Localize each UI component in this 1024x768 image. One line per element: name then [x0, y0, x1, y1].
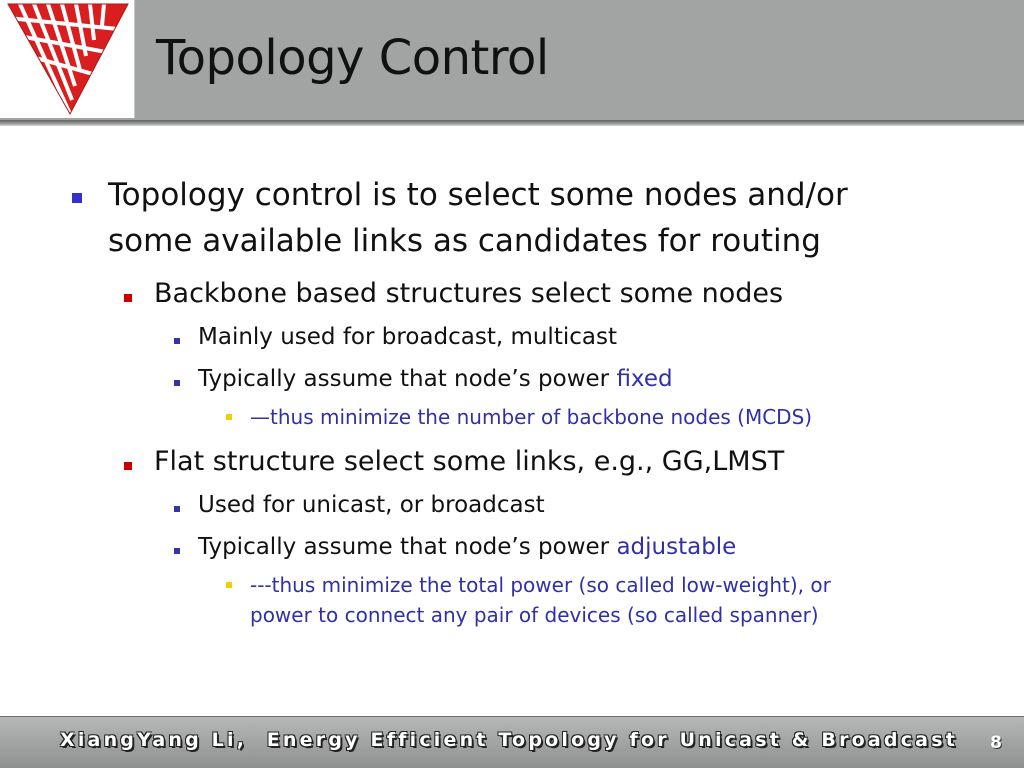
highlighted-text: adjustable: [616, 534, 737, 560]
bullet-level3-icon: [174, 380, 180, 386]
bullet-item-level1: [108, 172, 848, 218]
highlighted-text: fixed: [616, 366, 673, 392]
bullet-level3-icon: [174, 548, 180, 554]
bullet-text: Topology control is to select some nodes and/or: [108, 177, 848, 213]
bullet-item-level2: [154, 444, 784, 480]
bullet-text: Backbone based structures select some nodes: [154, 278, 784, 309]
bullet-item-level4: [250, 570, 831, 600]
bullet-level1-icon: [72, 193, 82, 203]
bullet-text: power to connect any pair of devices (so called spanner): [250, 603, 819, 627]
bullet-text: Typically assume that node’s power: [198, 366, 617, 392]
bullet-text: Mainly used for broadcast, multicast: [198, 324, 617, 350]
bullet-item-level3: [198, 490, 545, 520]
bullet-text: ---thus minimize the total power (so called low-weight), or: [250, 573, 831, 597]
bullet-level4-icon: [226, 582, 232, 588]
page-number: 8: [990, 733, 1002, 753]
bullet-level3-icon: [174, 506, 180, 512]
slide-title: Topology Control: [156, 30, 549, 86]
bullet-item-level4-continuation: [250, 600, 819, 630]
bullet-text: Flat structure select some links, e.g., GG,LMST: [154, 446, 785, 477]
bullet-text: some available links as candidates for routing: [108, 223, 821, 259]
bullet-item-level3: [198, 532, 736, 562]
bullet-item-level3: [198, 364, 673, 394]
footer-text: XiangYang Li, Energy Efficient Topology for Unicast & Broadcast: [60, 729, 958, 751]
bullet-item-level2: [154, 276, 783, 312]
bullet-level2-icon: [124, 294, 132, 302]
bullet-level4-icon: [226, 414, 232, 420]
bullet-item-level4: [250, 402, 812, 432]
bullet-item-level1-continuation: [108, 218, 821, 264]
bullet-level2-icon: [124, 462, 132, 470]
bullet-level3-icon: [174, 338, 180, 344]
bullet-text: Typically assume that node’s power: [198, 534, 617, 560]
bullet-text: Used for unicast, or broadcast: [198, 492, 545, 518]
footer-bar: [0, 716, 1024, 768]
bullet-text: —thus minimize the number of backbone nodes (MCDS): [250, 405, 813, 429]
bullet-item-level3: [198, 322, 617, 352]
